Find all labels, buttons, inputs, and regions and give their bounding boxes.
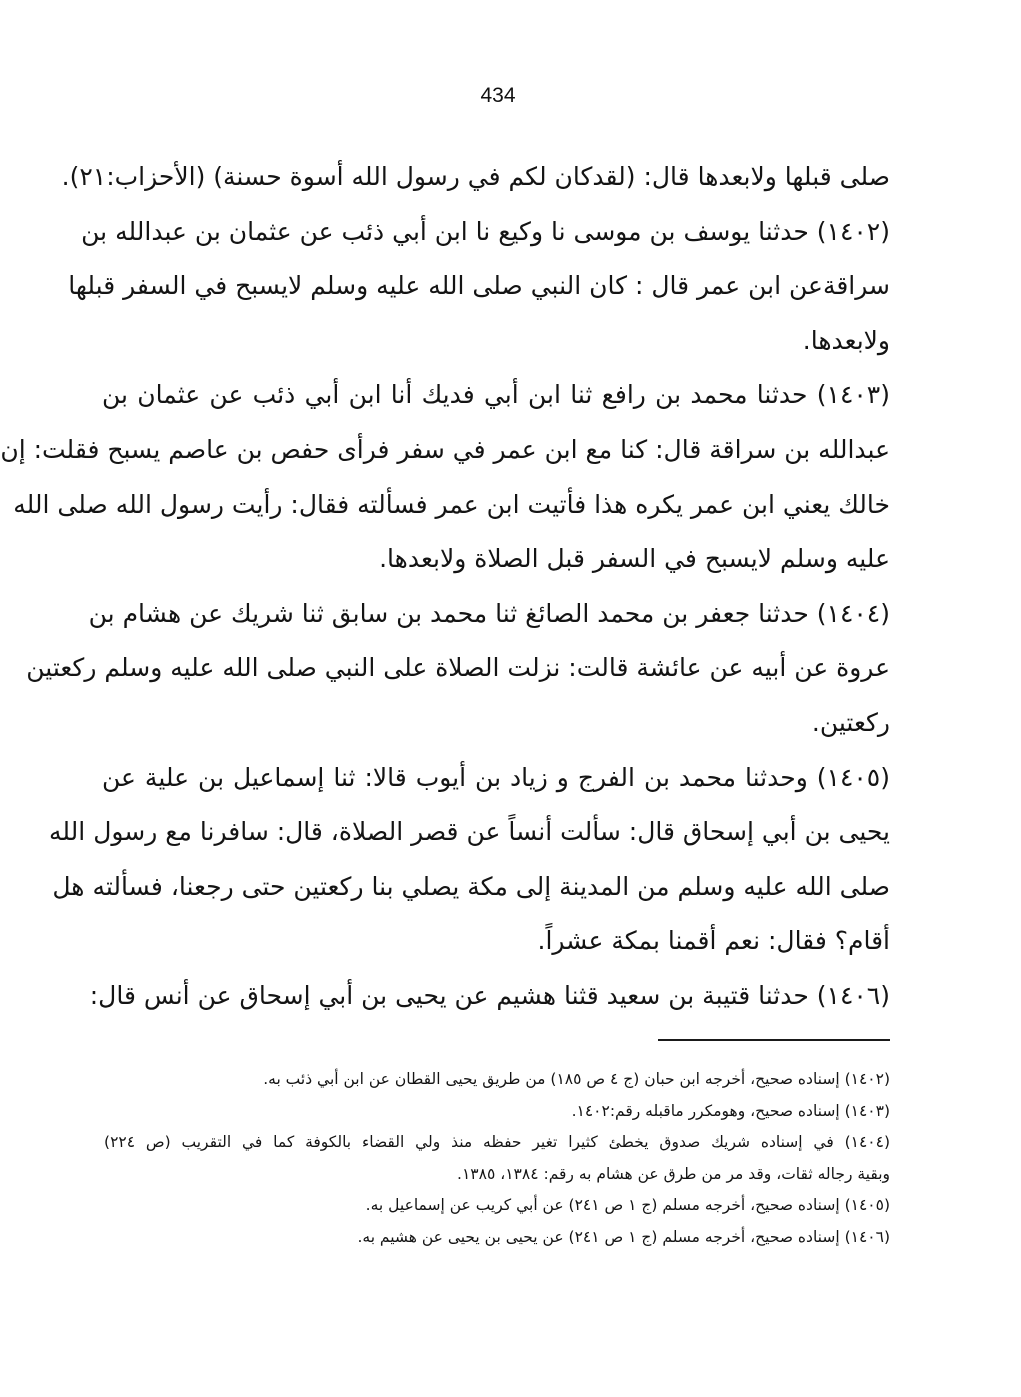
text-line-7: خالك يعني ابن عمر يكره هذا فأتيت ابن عمر فسألته فقال: رأيت رسول الله صلى الله [13, 489, 890, 519]
footnote-line-3: (١٤٠٤) في إسناده شريك صدوق يخطئ كثيرا تغير حفظه منذ ولي القضاء بالكوفة كما في التقريب (ص ٢٢٤) [104, 1133, 890, 1152]
text-line-8: عليه وسلم لايسبح في السفر قبل الصلاة ولابعدها. [379, 544, 890, 574]
text-line-14: صلى الله عليه وسلم من المدينة إلى مكة يصلي بنا ركعتين حتى رجعنا، فسألته هل [52, 871, 890, 901]
footnote-separator [658, 1039, 890, 1041]
text-line-3: سراقةعن ابن عمر قال : كان النبي صلى الله عليه وسلم لايسبح في السفر قبلها [68, 271, 890, 301]
text-line-15: أقام؟ فقال: نعم أقمنا بمكة عشراً. [537, 926, 890, 956]
text-line-6: عبدالله بن سراقة قال: كنا مع ابن عمر في سفر فرأى حفص بن عاصم يسبح فقلت: إن [0, 434, 890, 464]
page-number: 434 [480, 84, 516, 107]
main-text [0, 150, 890, 1024]
footnote-line-2: (١٤٠٣) إسناده صحيح، وهومكرر ماقبله رقم:١٤٠٢. [571, 1101, 890, 1120]
text-line-10: عروة عن أبيه عن عائشة قالت: نزلت الصلاة على النبي صلى الله عليه وسلم ركعتين [26, 653, 890, 683]
text-line-12: (١٤٠٥) وحدثنا محمد بن الفرج و زياد بن أيوب قالا: ثنا إسماعيل بن علية عن [102, 762, 890, 792]
text-line-13: يحيى بن أبي إسحاق قال: سألت أنساً عن قصر الصلاة، قال: سافرنا مع رسول الله [49, 817, 890, 847]
text-line-11: ركعتين. [811, 707, 890, 737]
text-line-2: (١٤٠٢) حدثنا يوسف بن موسى نا وكيع نا ابن أبي ذئب عن عثمان بن عبدالله بن [81, 216, 890, 246]
footnote-line-6: (١٤٠٦) إسناده صحيح، أخرجه مسلم (ج ١ ص ٢٤١) عن يحيى بن يحيى عن هشيم به. [357, 1227, 890, 1246]
text-line-16: (١٤٠٦) حدثنا قتيبة بن سعيد قثنا هشيم عن يحيى بن أبي إسحاق عن أنس قال: [89, 980, 890, 1010]
text-line-4: ولابعدها. [802, 325, 890, 355]
text-line-9: (١٤٠٤) حدثنا جعفر بن محمد الصائغ ثنا محمد بن سابق ثنا شريك عن هشام بن [88, 598, 890, 628]
footnote-line-5: (١٤٠٥) إسناده صحيح، أخرجه مسلم (ج ١ ص ٢٤١) عن أبي كريب عن إسماعيل به. [365, 1196, 890, 1215]
footnote-line-1: (١٤٠٢) إسناده صحيح، أخرجه ابن حبان (ج ٤ ص ١٨٥) من طريق يحيى القطان عن ابن أبي ذئب به. [263, 1070, 890, 1088]
text-line-1: صلى قبلها ولابعدها قال: (لقدكان لكم في رسول الله أسوة حسنة) (الأحزاب:٢١). [61, 162, 890, 191]
footnotes [104, 1064, 890, 1254]
footnote-line-4: وبقية رجاله ثقات، وقد مر من طرق عن هشام به رقم: ١٣٨٤، ١٣٨٥. [457, 1164, 890, 1183]
text-line-5: (١٤٠٣) حدثنا محمد بن رافع ثنا ابن أبي فديك أنا ابن أبي ذئب عن عثمان بن [102, 380, 890, 410]
